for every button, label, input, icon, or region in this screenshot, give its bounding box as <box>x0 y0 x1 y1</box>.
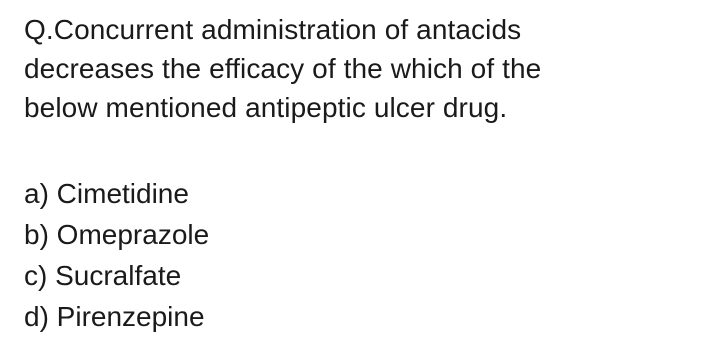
question-line-1: Q.Concurrent administration of antacids <box>24 14 522 45</box>
question-line-2: decreases the efficacy of the which of the <box>24 53 542 84</box>
question-text <box>24 10 704 127</box>
option-b: b) Omeprazole <box>24 219 210 250</box>
answer-options <box>24 173 209 337</box>
option-a: a) Cimetidine <box>24 178 189 209</box>
option-d: d) Pirenzepine <box>24 301 205 332</box>
option-c: c) Sucralfate <box>24 260 182 291</box>
question-line-3: below mentioned antipeptic ulcer drug. <box>24 92 508 123</box>
